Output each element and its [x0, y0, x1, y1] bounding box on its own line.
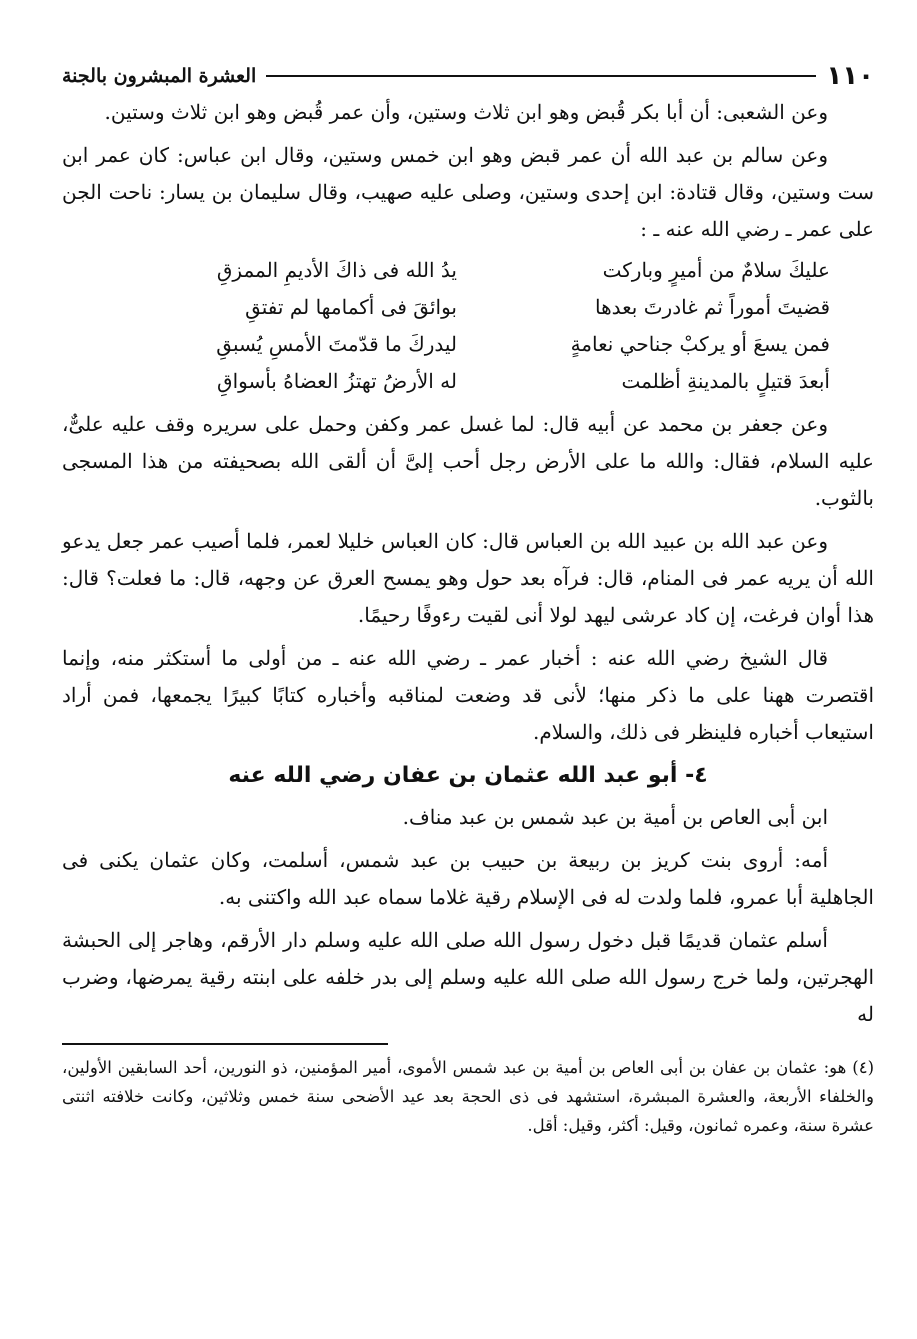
poem-verse [62, 363, 874, 400]
poem-second-hemistich: ليدركَ ما قدّمتَ الأمسِ يُسبقِ [216, 332, 457, 356]
paragraph: ابن أبى العاص بن أمية بن عبد شمس بن عبد مناف. [402, 805, 828, 829]
poem-verse [62, 252, 874, 289]
paragraph: وعن الشعبى: أن أبا بكر قُبض وهو ابن ثلاث وستين، وأن عمر قُبض وهو ابن ثلاث وستين. [104, 100, 828, 124]
poem-verse [62, 289, 874, 326]
paragraph: قال الشيخ رضي الله عنه : أخبار عمر ـ رضي الله عنه ـ من أولى ما أستكثر منه، وإنما اقتصرت ههنا على ما ذكر منها؛ لأنى قد وضعت لمناقبه وأخباره كتابًا كبيرًا يجمعها، فمن أراد استيعاب أخباره فلينظر فى ذلك، والسلام. [62, 646, 875, 744]
paragraph: أسلم عثمان قديمًا قبل دخول رسول الله صلى الله عليه وسلم دار الأرقم، وهاجر إلى الحبشة الهجرتين، ولما خرج رسول الله صلى الله عليه وسلم إلى بدر خلفه على ابنته رقية يمرضها، وضرب له [62, 928, 874, 1026]
page-number: ١١٠ [826, 61, 874, 91]
poem-second-hemistich: يدُ الله فى ذاكَ الأديمِ الممزقِ [216, 258, 457, 282]
running-title: العشرة المبشرون بالجنة [62, 65, 257, 87]
poem-first-hemistich: قضيتَ أموراً ثم غادرتَ بعدها [595, 295, 830, 319]
section-heading: ٤- أبو عبد الله عثمان بن عفان رضي الله عنه [228, 763, 708, 788]
body-text [62, 94, 874, 1033]
footnote: (٤) هو: عثمان بن عفان بن أبى العاص بن أمية بن عبد شمس الأموى، أمير المؤمنين، ذو النورين، أحد السابقين الأولين، والخلفاء الأربعة، والعشرة المبشرة، استشهد فى ذى الحجة بعد عيد الأضحى سنة خمس وثلاثين، وكانت خلافته اثنتى عشرة سنة، وعمره ثمانون، وقيل: أكثر، وقيل: أقل. [62, 1058, 874, 1135]
paragraph: وعن سالم بن عبد الله أن عمر قبض وهو ابن خمس وستين، وقال ابن عباس: كان عمر ابن ست وستين، وقال قتادة: ابن إحدى وستين، وصلى عليه صهيب، وقال سليمان بن يسار: ناحت الجن على عمر ـ رضي الله عنه ـ : [62, 143, 874, 241]
paragraph: أمه: أروى بنت كريز بن ربيعة بن حبيب بن عبد شمس، أسلمت، وكان عثمان يكنى فى الجاهلية أبا عمرو، فلما ولدت له فى الإسلام رقية غلاما سماه عبد الله واكتنى به. [62, 848, 874, 909]
poem-second-hemistich: بوائقَ فى أكمامها لم تفتقِ [245, 295, 457, 319]
poem-second-hemistich: له الأرضُ تهتزُ العضاهُ بأسواقِ [217, 369, 457, 393]
footnote-separator [62, 1043, 388, 1045]
poem [62, 252, 874, 400]
poem-first-hemistich: أبعدَ قتيلٍ بالمدينةِ أظلمت [621, 369, 830, 393]
book-page [62, 58, 874, 1140]
poem-first-hemistich: عليكَ سلامٌ من أميرٍ وباركت [602, 258, 830, 282]
footnotes [62, 1053, 874, 1140]
header-rule [266, 75, 816, 77]
paragraph: وعن عبد الله بن عبيد الله بن العباس قال: كان العباس خليلا لعمر، فلما أصيب عمر جعل يدعو الله أن يريه عمر فى المنام، قال: فرآه بعد حول وهو يمسح العرق عن وجهه، قال: ما فعلت؟ قال: هذا أوان فرغت، إن كاد عرشى ليهد لولا أنى لقيت رءوفًا رحيمًا. [62, 529, 874, 627]
poem-verse [62, 326, 874, 363]
running-header [62, 58, 874, 94]
paragraph: وعن جعفر بن محمد عن أبيه قال: لما غسل عمر وكفن وحمل على سريره وقف عليه علىٌّ، عليه السلام، فقال: والله ما على الأرض رجل أحب إلىَّ أن ألقى الله بصحيفته من هذا المسجى بالثوب. [62, 412, 874, 510]
footnote-separator-wrap [62, 1033, 874, 1053]
poem-first-hemistich: فمن يسعَ أو يركبْ جناحي نعامةٍ [570, 332, 830, 356]
